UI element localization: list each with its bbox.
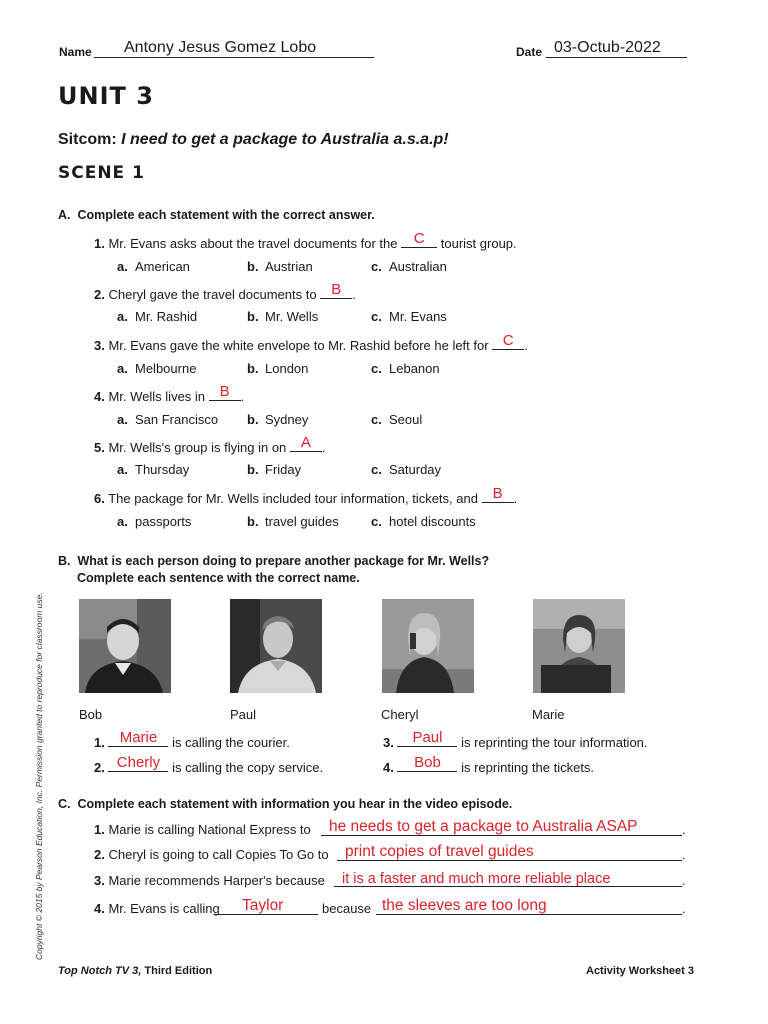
option-text: Friday xyxy=(265,462,302,477)
b-answer-1: Marie xyxy=(119,729,158,746)
b-sentence-1 xyxy=(94,729,290,750)
option-3a[interactable] xyxy=(117,361,196,376)
unit-title: UNIT 3 xyxy=(58,82,154,110)
b-blank-3[interactable] xyxy=(397,729,457,747)
name-field[interactable] xyxy=(94,39,374,58)
question-text-after: . xyxy=(513,491,518,506)
option-text: San Francisco xyxy=(135,412,219,427)
section-b-instruction-1: What is each person doing to prepare another package for Mr. Wells? xyxy=(77,554,490,568)
option-2b[interactable] xyxy=(247,309,318,324)
option-text: Mr. Wells xyxy=(265,309,319,324)
question-number: 1. xyxy=(94,236,105,251)
scene-title: SCENE 1 xyxy=(58,163,145,183)
caption-marie: Marie xyxy=(532,707,565,722)
sentence-number: 4. xyxy=(383,760,394,775)
sentence-number: 2. xyxy=(94,760,105,775)
item-number: 4. xyxy=(94,901,105,916)
question-text: The package for Mr. Wells included tour information, tickets, and xyxy=(108,491,478,506)
answer-4: B xyxy=(219,383,230,400)
c-answer-2: print copies of travel guides xyxy=(345,843,534,860)
item-text: Cheryl is going to call Copies To Go to xyxy=(108,847,329,862)
question-text-after: . xyxy=(240,389,245,404)
question-text-after: . xyxy=(352,287,356,302)
answer-blank-3[interactable] xyxy=(492,332,524,350)
option-text: Mr. Evans xyxy=(389,309,447,324)
photo-cheryl xyxy=(382,599,474,693)
section-b-instruction-2: Complete each sentence with the correct name. xyxy=(77,571,360,585)
answer-6: B xyxy=(492,485,503,502)
option-6c[interactable] xyxy=(371,514,476,529)
option-text: Seoul xyxy=(389,412,423,427)
section-c-heading xyxy=(58,797,512,811)
sentence-text: is calling the courier. xyxy=(172,735,290,750)
c-blank-2[interactable] xyxy=(337,845,682,861)
option-text: Thursday xyxy=(135,462,190,477)
option-4c[interactable] xyxy=(371,412,422,427)
option-text: Mr. Rashid xyxy=(135,309,198,324)
photo-marie xyxy=(533,599,625,693)
b-sentence-2 xyxy=(94,754,324,775)
item-text: Marie recommends Harper's because xyxy=(108,873,325,888)
footer-left xyxy=(58,965,212,977)
copyright-notice: Copyright © 2015 by Pearson Education, Inc. Permission granted to reproduce for classroom use. xyxy=(34,592,44,960)
question-6 xyxy=(94,485,518,506)
sentence-text: is reprinting the tour information. xyxy=(461,735,648,750)
item-number: 3. xyxy=(94,873,105,888)
option-letter: c. xyxy=(371,514,382,529)
question-number: 5. xyxy=(94,440,105,455)
c-item-4 xyxy=(94,901,220,916)
option-5b[interactable] xyxy=(247,462,301,477)
question-4 xyxy=(94,383,245,404)
option-text: Austrian xyxy=(265,259,313,274)
option-text: Melbourne xyxy=(135,361,197,376)
option-letter: b. xyxy=(247,361,259,376)
sitcom-label: Sitcom: xyxy=(58,131,117,148)
caption-cheryl: Cheryl xyxy=(381,707,419,722)
option-2c[interactable] xyxy=(371,309,447,324)
option-text: Australian xyxy=(389,259,447,274)
option-letter: a. xyxy=(117,259,128,274)
photo-bob xyxy=(79,599,171,693)
option-text: London xyxy=(265,361,309,376)
option-text: Lebanon xyxy=(389,361,440,376)
question-3 xyxy=(94,332,528,353)
question-text: Cheryl gave the travel documents to xyxy=(108,287,317,302)
option-1a[interactable] xyxy=(117,259,190,274)
footer-book-title: Top Notch TV 3, xyxy=(58,965,142,977)
footer-right: Activity Worksheet 3 xyxy=(586,965,695,977)
c-blank-4a[interactable] xyxy=(214,899,318,915)
option-letter: a. xyxy=(117,309,128,324)
option-letter: b. xyxy=(247,259,259,274)
option-5c[interactable] xyxy=(371,462,441,477)
name-label: Name xyxy=(59,45,92,59)
option-text: Saturday xyxy=(389,462,442,477)
option-letter: a. xyxy=(117,514,128,529)
answer-3: C xyxy=(502,332,514,349)
option-4b[interactable] xyxy=(247,412,308,427)
question-1 xyxy=(94,230,517,251)
answer-2: B xyxy=(331,281,342,298)
option-letter: a. xyxy=(117,361,128,376)
question-text: Mr. Wells lives in xyxy=(108,389,206,404)
c-blank-3[interactable] xyxy=(334,871,682,887)
c-period-4: . xyxy=(682,901,686,916)
option-letter: b. xyxy=(247,309,259,324)
c-blank-4b[interactable] xyxy=(376,899,682,915)
c-answer-4b: the sleeves are too long xyxy=(382,897,547,914)
date-label: Date xyxy=(516,45,543,59)
option-6a[interactable] xyxy=(117,514,191,529)
c-period-1: . xyxy=(682,822,686,837)
option-text: passports xyxy=(135,514,192,529)
option-3b[interactable] xyxy=(247,361,308,376)
c-answer-4a: Taylor xyxy=(242,897,284,914)
b-answer-2: Cherly xyxy=(116,754,161,771)
section-c-letter: C. xyxy=(58,797,71,811)
c-item-4-because: because xyxy=(322,901,372,916)
option-letter: c. xyxy=(371,309,382,324)
question-number: 6. xyxy=(94,491,105,506)
sentence-number: 3. xyxy=(383,735,394,750)
photo-paul xyxy=(230,599,322,693)
sentence-text: is calling the copy service. xyxy=(172,760,324,775)
option-text: Sydney xyxy=(265,412,309,427)
question-number: 4. xyxy=(94,389,105,404)
option-letter: b. xyxy=(247,412,259,427)
section-a-instruction: Complete each statement with the correct answer. xyxy=(77,208,375,222)
option-1c[interactable] xyxy=(371,259,447,274)
option-letter: b. xyxy=(247,462,259,477)
c-item-3 xyxy=(94,873,325,888)
c-item-2 xyxy=(94,847,329,862)
option-letter: c. xyxy=(371,412,382,427)
option-letter: a. xyxy=(117,462,128,477)
sitcom-title: I need to get a package to Australia a.s.a.p! xyxy=(121,131,449,148)
c-blank-1[interactable] xyxy=(321,820,682,836)
answer-blank-4[interactable] xyxy=(209,383,241,401)
b-sentence-4 xyxy=(383,754,595,775)
option-text: hotel discounts xyxy=(389,514,476,529)
c-item-1 xyxy=(94,822,311,837)
option-letter: c. xyxy=(371,462,382,477)
question-text-after: . xyxy=(524,338,528,353)
date-value: 03-Octub-2022 xyxy=(554,39,661,56)
option-letter: a. xyxy=(117,412,128,427)
question-text-after: . xyxy=(321,440,326,455)
option-text: travel guides xyxy=(265,514,339,529)
question-2 xyxy=(94,281,356,302)
answer-blank-6[interactable] xyxy=(482,485,514,503)
option-5a[interactable] xyxy=(117,462,189,477)
option-6b[interactable] xyxy=(247,514,339,529)
sitcom-heading xyxy=(58,131,449,149)
b-sentence-3 xyxy=(383,729,648,750)
option-2a[interactable] xyxy=(117,309,197,324)
section-b-heading xyxy=(58,554,489,568)
item-text: Mr. Evans is calling xyxy=(108,901,220,916)
b-blank-2[interactable] xyxy=(108,754,168,772)
b-blank-4[interactable] xyxy=(397,754,457,772)
item-number: 2. xyxy=(94,847,105,862)
item-number: 1. xyxy=(94,822,105,837)
section-c-instruction: Complete each statement with information you hear in the video episode. xyxy=(77,797,513,811)
caption-paul: Paul xyxy=(230,707,257,722)
answer-blank-2[interactable] xyxy=(320,281,352,299)
question-number: 2. xyxy=(94,287,105,302)
question-number: 3. xyxy=(94,338,105,353)
question-text: Mr. Wells's group is flying in on xyxy=(108,440,287,455)
option-letter: c. xyxy=(371,361,382,376)
answer-1: C xyxy=(413,230,425,247)
c-period-2: . xyxy=(682,847,686,862)
item-text: Marie is calling National Express to xyxy=(108,822,311,837)
c-answer-1: he needs to get a package to Australia ASAP xyxy=(329,818,638,835)
option-4a[interactable] xyxy=(117,412,218,427)
footer-edition: Third Edition xyxy=(144,965,213,977)
name-value: Antony Jesus Gomez Lobo xyxy=(124,39,317,56)
question-5 xyxy=(94,434,326,455)
sentence-number: 1. xyxy=(94,735,105,750)
b-blank-1[interactable] xyxy=(108,729,168,747)
question-text: Mr. Evans gave the white envelope to Mr. Rashid before he left for xyxy=(108,338,489,353)
option-letter: c. xyxy=(371,259,382,274)
b-answer-4: Bob xyxy=(414,754,441,771)
sentence-text: is reprinting the tickets. xyxy=(461,760,595,775)
section-b-letter: B. xyxy=(58,554,71,568)
c-answer-3: it is a faster and much more reliable place xyxy=(342,871,611,887)
c-period-3: . xyxy=(682,873,686,888)
date-field[interactable] xyxy=(546,39,687,58)
option-1b[interactable] xyxy=(247,259,313,274)
answer-blank-1[interactable] xyxy=(401,230,437,248)
section-a-letter: A. xyxy=(58,208,71,222)
section-a-heading xyxy=(58,208,375,222)
b-answer-3: Paul xyxy=(412,729,443,746)
answer-5: A xyxy=(300,434,311,451)
answer-blank-5[interactable] xyxy=(290,434,322,452)
question-text-after: tourist group. xyxy=(440,236,517,251)
option-3c[interactable] xyxy=(371,361,440,376)
question-text: Mr. Evans asks about the travel documents for the xyxy=(108,236,398,251)
caption-bob: Bob xyxy=(79,707,103,722)
option-text: American xyxy=(135,259,190,274)
option-letter: b. xyxy=(247,514,259,529)
